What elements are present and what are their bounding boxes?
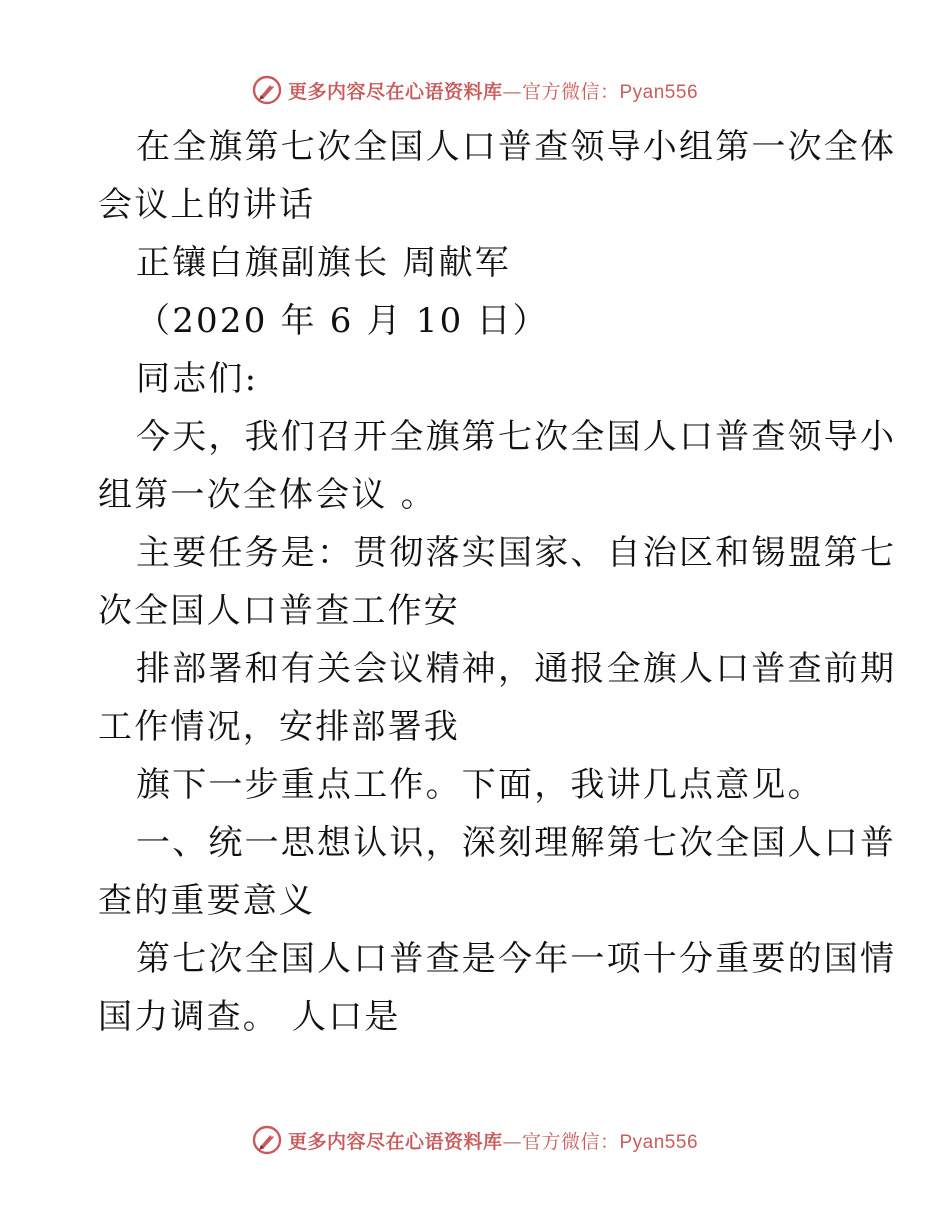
watermark-text (288, 1127, 698, 1154)
paragraph-line: 今天，我们召开全旗第七次全国人口普查领导小 (136, 417, 897, 457)
paragraph-line: 第七次全国人口普查是今年一项十分重要的国情 (136, 939, 897, 979)
footer-watermark (0, 1120, 950, 1160)
section-heading-line: 一、统一思想认识，深刻理解第七次全国人口普 (136, 823, 897, 863)
paragraph-line: 国力调查。 人口是 (98, 997, 401, 1037)
watermark-separator: — (502, 1130, 522, 1153)
watermark-wechat-label: 官方微信： (521, 80, 620, 103)
section-heading-line: 查的重要意义 (98, 881, 316, 921)
watermark-text (288, 77, 698, 104)
title-line-2: 会议上的讲话 (98, 185, 316, 225)
watermark-separator: — (502, 80, 522, 103)
watermark-wechat-id: Pyan556 (619, 81, 699, 103)
pen-logo-icon (252, 1125, 282, 1155)
header-watermark (0, 70, 950, 110)
paragraph-line: 主要任务是：贯彻落实国家、自治区和锡盟第七 (136, 533, 897, 573)
date-line: （2020 年 6 月 10 日） (136, 301, 549, 341)
paragraph-line: 排部署和有关会议精神，通报全旗人口普查前期 (136, 649, 897, 689)
paragraph-line: 旗下一步重点工作。下面，我讲几点意见。 (136, 765, 824, 805)
speaker-line: 正镶白旗副旗长 周献军 (136, 243, 512, 283)
watermark-wechat-id: Pyan556 (619, 1131, 699, 1153)
pen-logo-icon (252, 75, 282, 105)
title-line-1: 在全旗第七次全国人口普查领导小组第一次全体 (136, 127, 897, 167)
paragraph-line: 组第一次全体会议 。 (98, 475, 437, 515)
watermark-brand: 更多内容尽在心语资料库 (287, 1130, 503, 1153)
salutation: 同志们: (136, 359, 259, 399)
paragraph-line: 工作情况，安排部署我 (98, 707, 460, 747)
document-body (98, 118, 897, 1046)
watermark-brand: 更多内容尽在心语资料库 (287, 80, 503, 103)
watermark-wechat-label: 官方微信： (521, 1130, 620, 1153)
paragraph-line: 次全国人口普查工作安 (98, 591, 460, 631)
